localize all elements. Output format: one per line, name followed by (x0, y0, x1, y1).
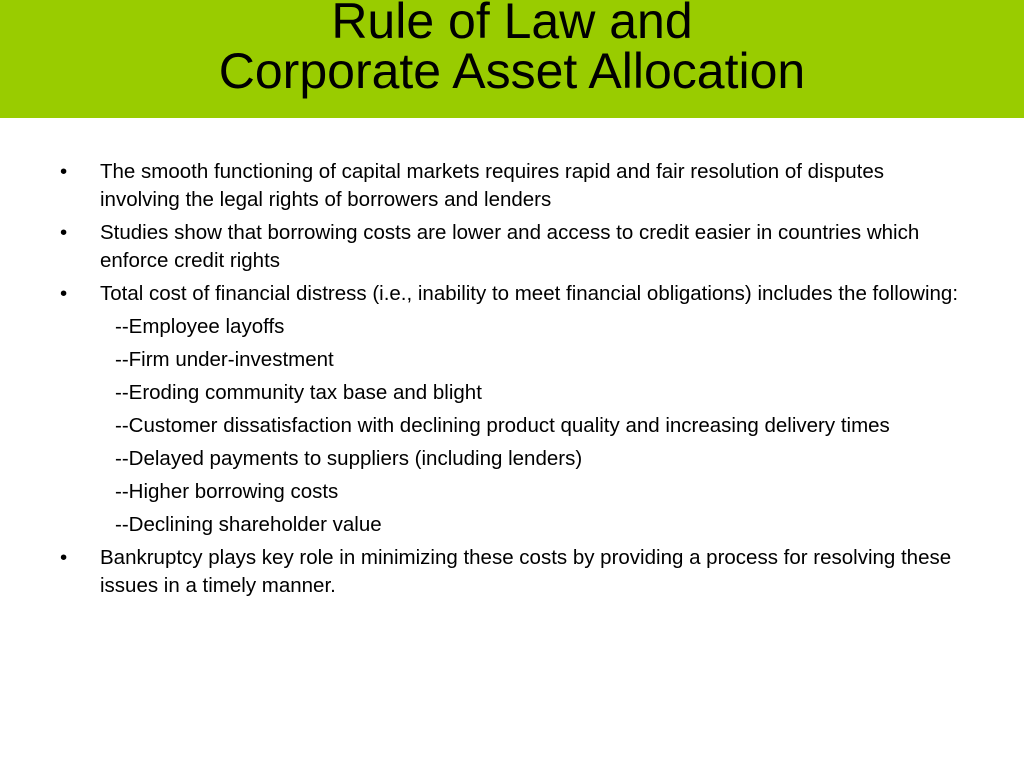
sub-item: --Declining shareholder value (115, 513, 382, 536)
bullet-item (60, 280, 960, 308)
bullet-text: Studies show that borrowing costs are lower and access to credit easier in countries which enforce credit rights (100, 221, 920, 272)
sub-item: --Higher borrowing costs (115, 480, 339, 503)
sub-item: --Firm under-investment (115, 348, 334, 371)
bullet-text: Bankruptcy plays key role in minimizing these costs by providing a process for resolving these issues in a timely manner. (100, 546, 952, 597)
sub-item: --Employee layoffs (115, 315, 285, 338)
bullet-item (60, 544, 960, 600)
slide-body (60, 158, 960, 605)
title-line-1: Rule of Law and (331, 0, 693, 49)
slide-title (0, 0, 1024, 99)
sub-item: --Customer dissatisfaction with declining product quality and increasing delivery times (115, 414, 890, 437)
sub-item: --Delayed payments to suppliers (including lenders) (115, 447, 583, 470)
title-line-2: Corporate Asset Allocation (218, 43, 806, 99)
sub-item: --Eroding community tax base and blight (115, 381, 482, 404)
bullet-item (60, 158, 960, 214)
bullet-text: Total cost of financial distress (i.e., inability to meet financial obligations) includes the following: (100, 282, 959, 305)
bullet-marker: • (60, 282, 68, 305)
bullet-marker: • (60, 221, 68, 244)
bullet-marker: • (60, 546, 68, 569)
bullet-item (60, 219, 960, 275)
title-band (0, 0, 1024, 118)
bullet-marker: • (60, 160, 68, 183)
bullet-text: The smooth functioning of capital markets requires rapid and fair resolution of disputes involving the legal rights of borrowers and lenders (100, 160, 884, 211)
